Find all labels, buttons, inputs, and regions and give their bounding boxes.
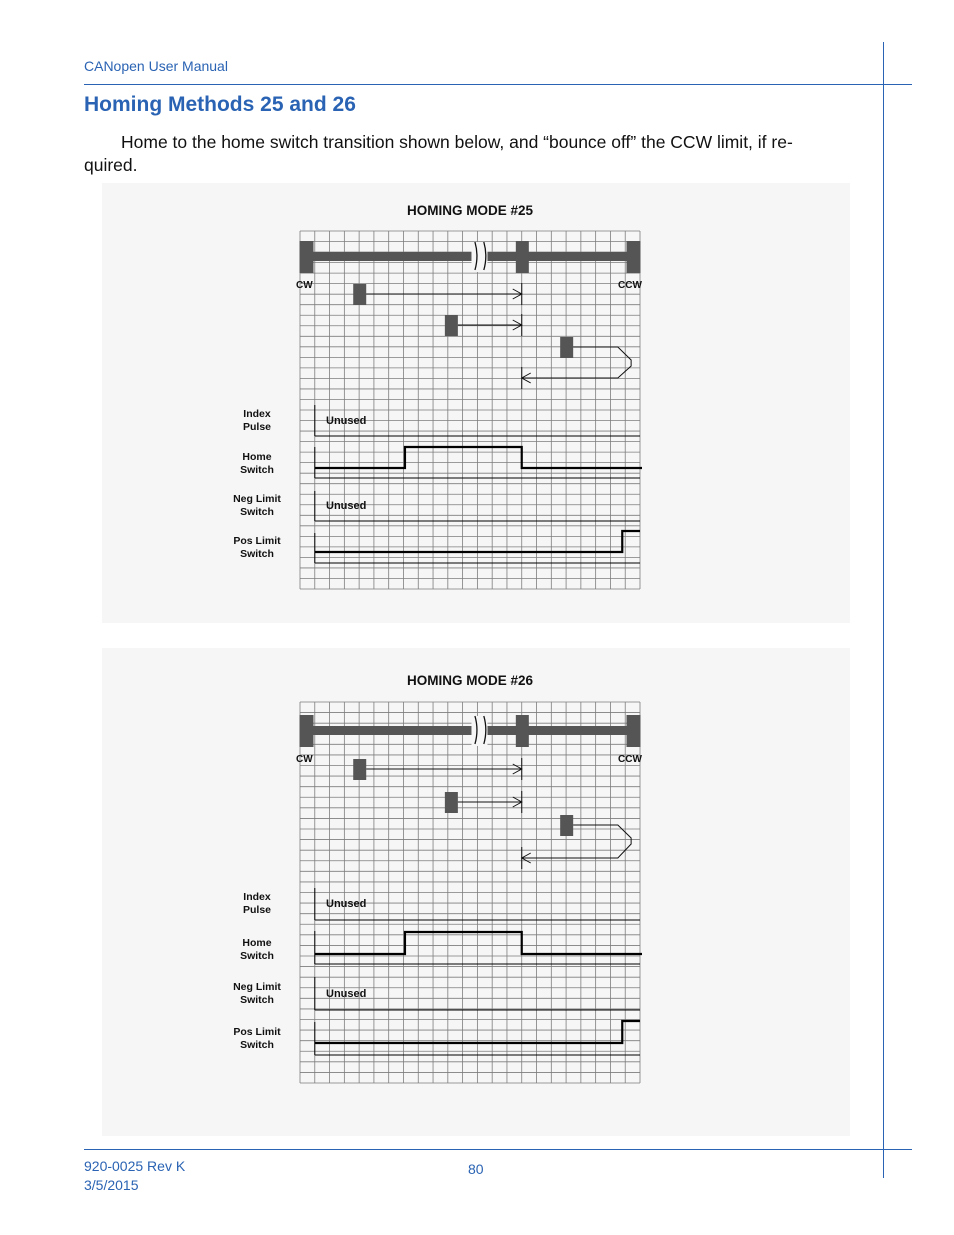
signal-note: Unused	[326, 898, 367, 910]
signal-label-line2: Pulse	[242, 904, 272, 916]
body-paragraph: Home to the home switch transition shown below, and “bounce off” the CCW limit, if re-quired.	[84, 132, 793, 175]
travel-bar	[300, 715, 641, 747]
cw-label: CW	[296, 754, 313, 765]
right-margin-rule	[883, 42, 884, 1178]
cw-limit-block	[300, 715, 314, 747]
signal-label-line1: Neg Limit	[233, 493, 281, 505]
home-switch-block	[516, 241, 529, 273]
diagram-title: HOMING MODE #26	[406, 673, 534, 688]
ccw-label: CCW	[618, 280, 642, 291]
homing-mode-25-diagram	[102, 183, 850, 623]
footer-doc-info	[84, 1157, 185, 1195]
doc-date: 3/5/2015	[84, 1177, 139, 1193]
home-switch-trace	[315, 447, 642, 468]
footer-rule	[84, 1149, 912, 1150]
header-rule	[84, 84, 912, 85]
signal-note: Unused	[326, 500, 367, 512]
cw-limit-block	[300, 241, 314, 273]
diagram-title: HOMING MODE #25	[406, 203, 534, 218]
pos-limit-switch-signal	[233, 1026, 281, 1051]
homing-mode-25-figure	[102, 183, 850, 623]
bounce-path	[522, 825, 631, 858]
doc-number: 920-0025 Rev K	[84, 1158, 186, 1174]
signal-label-line1: Home	[242, 937, 272, 949]
signal-label-line1: Pos Limit	[233, 1026, 281, 1038]
running-header: CANopen User Manual	[84, 58, 228, 74]
diagram-grid	[300, 231, 640, 589]
signal-note: Unused	[326, 988, 367, 1000]
signal-note: Unused	[326, 415, 367, 427]
home-switch-signal	[240, 451, 274, 476]
signal-label-line2: Switch	[240, 994, 274, 1006]
travel-axis-bar	[300, 252, 640, 261]
signal-label-line1: Home	[242, 451, 272, 463]
start-block	[445, 315, 458, 336]
cw-label: CW	[296, 280, 313, 291]
ccw-label: CCW	[618, 754, 642, 765]
signal-label-line2: Switch	[240, 464, 274, 476]
start-block	[445, 792, 458, 813]
signal-label-line2: Switch	[240, 1039, 274, 1051]
home-switch-signal	[240, 937, 274, 962]
signal-label-line2: Pulse	[242, 421, 272, 433]
signal-label-line1: Index	[243, 891, 271, 903]
start-block	[560, 337, 573, 358]
travel-bar	[300, 241, 641, 273]
bounce-path	[522, 347, 631, 378]
section-title: Homing Methods 25 and 26	[84, 93, 356, 116]
home-switch-block	[516, 715, 529, 747]
page-number: 80	[468, 1161, 484, 1177]
signal-label-line2: Switch	[240, 548, 274, 560]
ccw-limit-block	[627, 241, 641, 273]
pos-limit-switch-signal	[233, 535, 281, 560]
diagram-grid	[300, 702, 640, 1083]
start-block	[353, 284, 366, 305]
start-block	[353, 759, 366, 780]
homing-mode-26-figure	[102, 648, 850, 1136]
index-pulse-signal	[243, 891, 366, 916]
signal-label-line1: Neg Limit	[233, 981, 281, 993]
signal-label-line1: Pos Limit	[233, 535, 281, 547]
signal-label-line1: Index	[243, 408, 271, 420]
ccw-limit-block	[627, 715, 641, 747]
homing-mode-26-diagram	[102, 648, 850, 1136]
travel-axis-bar	[300, 726, 640, 735]
signal-label-line2: Switch	[240, 950, 274, 962]
signal-label-line2: Switch	[240, 506, 274, 518]
start-block	[560, 815, 573, 836]
home-switch-trace	[315, 932, 642, 954]
